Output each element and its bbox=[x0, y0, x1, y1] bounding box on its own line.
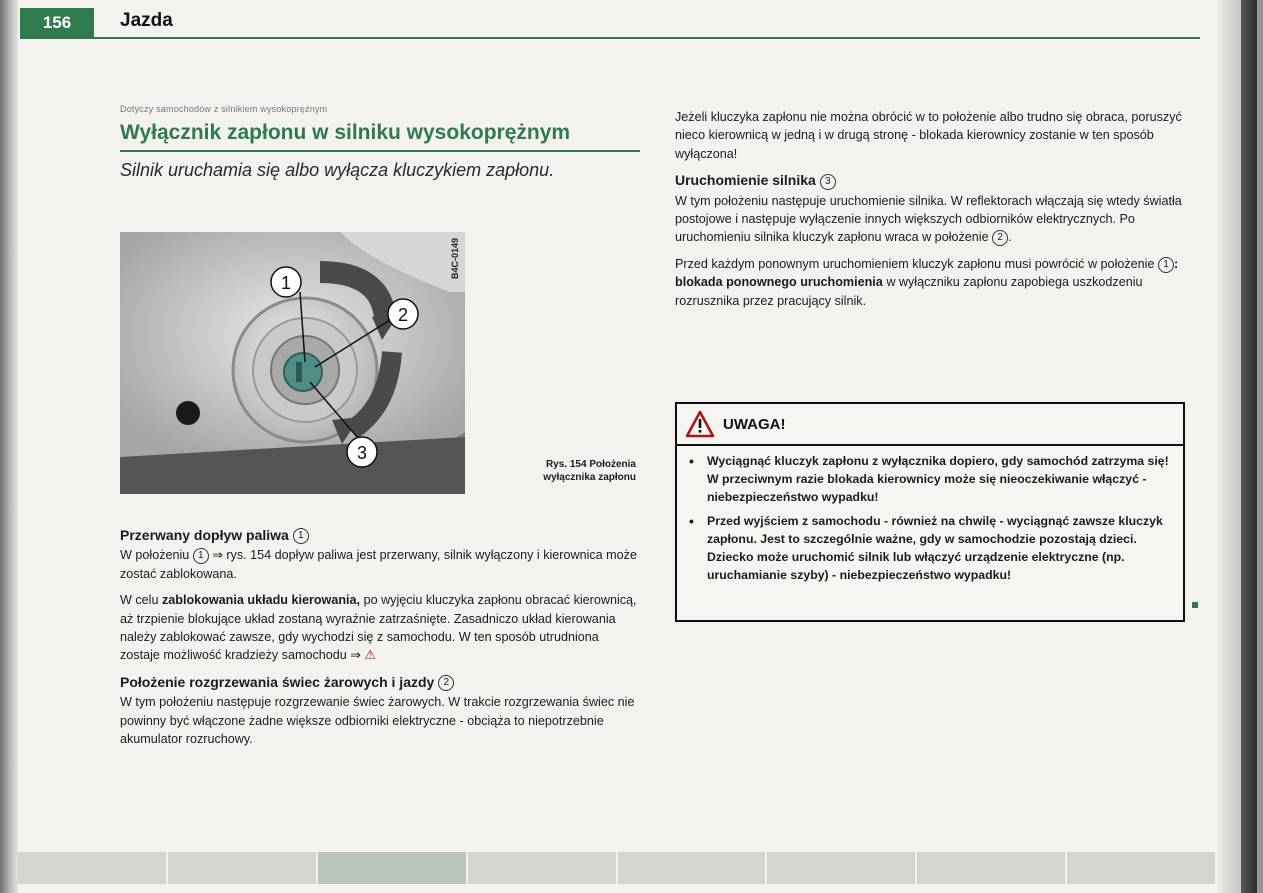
position-1-icon: 1 bbox=[193, 548, 209, 564]
page-number: 156 bbox=[20, 8, 94, 38]
position-3-icon: 3 bbox=[820, 174, 836, 190]
paragraph-bold-text: zablokowania układu kierowania, bbox=[162, 593, 361, 608]
chapter-tab[interactable] bbox=[618, 852, 766, 884]
callout-3 bbox=[347, 437, 377, 467]
left-heading-block bbox=[120, 104, 640, 181]
paragraph bbox=[120, 546, 638, 583]
paragraph-bold-text: : blokada ponownego uruchomienia bbox=[675, 256, 1179, 290]
ignition-switch-drawing bbox=[120, 232, 465, 494]
chapter-tab-active[interactable] bbox=[318, 852, 466, 884]
svg-text:3: 3 bbox=[356, 443, 368, 463]
warning-header bbox=[677, 404, 1183, 446]
chapter-tab[interactable] bbox=[18, 852, 166, 884]
paragraph: W tym położeniu następuje uruchomienie silnika. W reflektorach włączają się wtedy światła postojowe i następuje wyłączenie innych większych odbiorników elektrycznych. Po uruchomieniu silnika kluczyk zapłonu wraca w położenie 2 . bbox=[675, 193, 1182, 245]
warning-triangle-icon bbox=[685, 410, 715, 438]
figure-code: B4C-0149 bbox=[450, 238, 460, 280]
warning-triangle-icon: ⚠ bbox=[364, 647, 376, 663]
page-subtitle: Silnik uruchamia się albo wyłącza kluczykiem zapłonu. bbox=[120, 160, 555, 180]
chapter-edge-tab bbox=[1241, 0, 1257, 893]
ignition-switch-illustration bbox=[120, 232, 465, 494]
warning-list bbox=[677, 446, 1183, 584]
warning-item: • Przed wyjściem z samochodu - również na chwilę - wyciągnąć zawsze kluczyk zapłonu. Jest to szczególnie ważne, gdy w samochodzie pozostają dzieci. Dziecko może uruchomić silnik lub włączyć urządzenie elektryczne (np. uruchamianie szyby) - niebezpieczeństwo wypadku! bbox=[689, 512, 1171, 584]
section-heading-glow-plugs bbox=[120, 673, 638, 691]
section-end-marker bbox=[1192, 602, 1198, 608]
svg-text:2: 2 bbox=[397, 305, 409, 325]
chapter-tab[interactable] bbox=[1067, 852, 1215, 884]
paragraph-text: Przed każdym ponownym uruchomieniem kluczyk zapłonu musi powrócić w położenie bbox=[675, 256, 1155, 271]
left-body bbox=[120, 526, 638, 756]
paragraph-text: ⇒ rys. 154 dopływ paliwa jest przerwany, silnik wyłączony i kierownica może zostać zablokowana. bbox=[120, 548, 637, 581]
paragraph-text: W tym położeniu następuje uruchomienie silnika. W reflektorach włączają się wtedy światła postojowe i następuje wyłączenie innych większych odbiorników elektrycznych. Po uruchomieniu silnika kluczyk zapłonu wraca w położenie bbox=[675, 193, 1182, 245]
bottom-chapter-tabs bbox=[18, 852, 1217, 884]
figure-caption-line1: Rys. 154 Położenia bbox=[545, 459, 636, 470]
right-body bbox=[675, 108, 1185, 318]
page-binding-shadow bbox=[0, 0, 18, 893]
page-heading: Wyłącznik zapłonu w silniku wysokoprężnym bbox=[120, 121, 571, 144]
warning-box bbox=[675, 402, 1185, 622]
svg-text:1: 1 bbox=[280, 273, 292, 293]
paragraph-text: w wyłączniku zapłonu zapobiega uszkodzeniu rozrusznika przez pracujący silnik. bbox=[675, 275, 1143, 308]
callout-1 bbox=[271, 267, 301, 297]
paragraph bbox=[120, 591, 638, 665]
section-kicker: Dotyczy samochodów z silnikiem wysokoprężnym bbox=[120, 104, 328, 114]
position-1-icon: 1 bbox=[1158, 257, 1174, 273]
paragraph-text: W celu bbox=[120, 593, 159, 608]
figure-caption bbox=[476, 458, 636, 484]
figure-caption-line2: wyłącznika zapłonu bbox=[543, 472, 636, 483]
section-heading-text: Położenie rozgrzewania świec żarowych i jazdy bbox=[120, 673, 435, 690]
chapter-tab[interactable] bbox=[917, 852, 1065, 884]
page-right-edge bbox=[1217, 0, 1263, 893]
paragraph bbox=[675, 255, 1185, 310]
section-heading-text: Przerwany dopływ paliwa bbox=[120, 527, 289, 543]
warning-title: UWAGA! bbox=[723, 415, 786, 433]
heading-rule bbox=[120, 150, 640, 152]
chapter-title: Jazda bbox=[120, 10, 173, 31]
paragraph: W tym położeniu następuje rozgrzewanie świec żarowych. W trakcie rozgrzewania świec nie powinny być włączone żadne większe odbiorniki elektryczne - obciąża to niepotrzebnie akumulator rozruchowy. bbox=[120, 695, 635, 747]
paragraph-text: W położeniu bbox=[120, 548, 190, 563]
paragraph-text: po wyjęciu kluczyka zapłonu obracać kierownicą, aż trzpienie blokujące układ zostaną wyraźnie zatrzaśnięte. Zasadniczo układ kierowania należy zablokować zawsze, gdy wychodzi się z samochodu. W ten sposób utrudniona zostaje możliwość kradzieży samochodu ⇒ bbox=[120, 593, 637, 663]
warning-item: • Wyciągnąć kluczyk zapłonu z wyłącznika dopiero, gdy samochód zatrzyma się! W przeciwnym razie blokada kierownicy może się nieoczekiwanie włączyć - niebezpieczeństwo wypadku! bbox=[689, 452, 1171, 506]
section-heading-text: Uruchomienie silnika bbox=[675, 172, 816, 189]
chapter-tab[interactable] bbox=[468, 852, 616, 884]
chapter-tab[interactable] bbox=[767, 852, 915, 884]
position-1-icon: 1 bbox=[293, 528, 309, 544]
header-rule bbox=[20, 37, 1200, 39]
section-heading-fuel-off bbox=[120, 526, 638, 544]
position-2-icon: 2 bbox=[438, 675, 454, 691]
figure bbox=[120, 232, 640, 494]
section-heading-engine-start bbox=[675, 171, 1185, 189]
callout-2 bbox=[388, 299, 418, 329]
paragraph: Jeżeli kluczyka zapłonu nie można obrócić w to położenie albo trudno się obraca, poruszyć nieco kierownicą w jedną i w drugą stronę - blokada kierownicy zostanie w ten sposób wyłączona! bbox=[675, 110, 1182, 161]
position-2-icon: 2 bbox=[992, 230, 1008, 246]
chapter-tab[interactable] bbox=[168, 852, 316, 884]
